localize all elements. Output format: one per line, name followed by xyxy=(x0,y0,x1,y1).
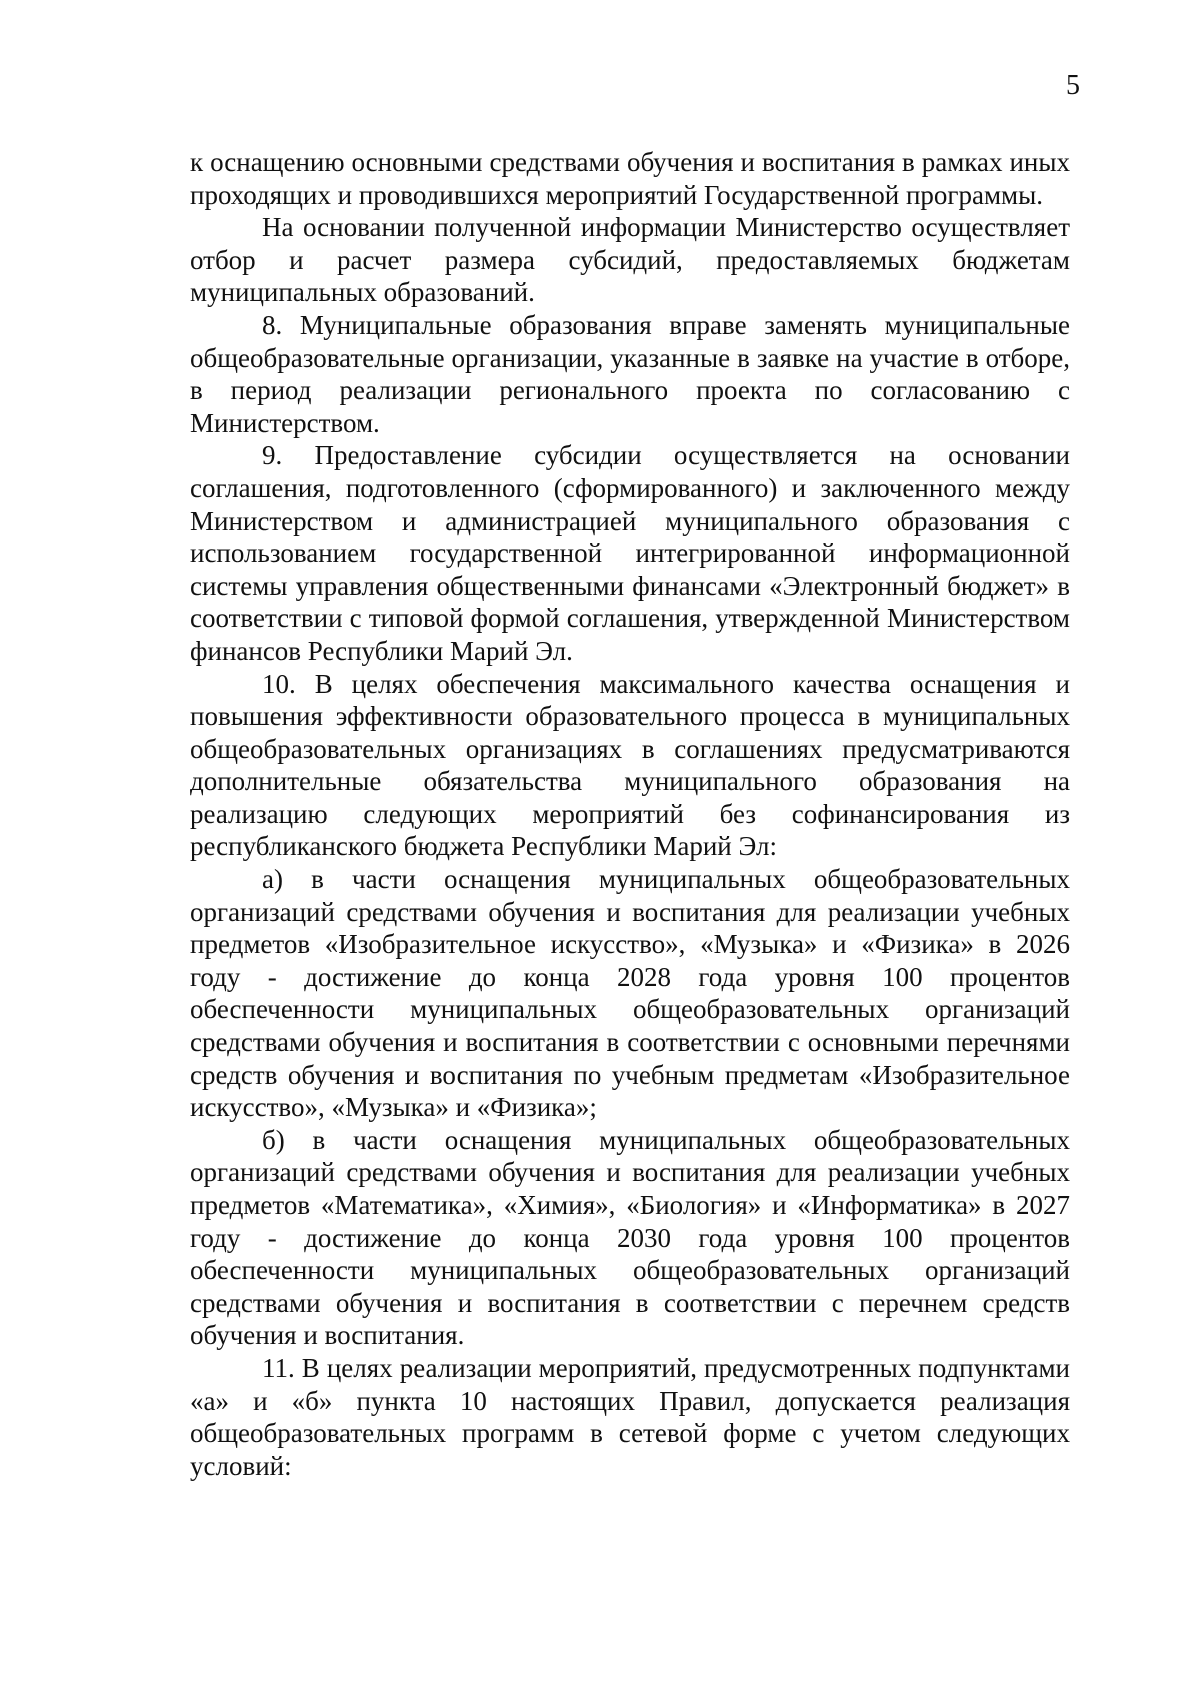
paragraph-subitem-b: б) в части оснащения муниципальных общеобразовательных организаций средствами обучения и воспитания для реализации учебных предметов «Математика», «Химия», «Биология» и «Информатика» в 2027 году - достижение до конца 2030 года уровня 100 процентов обеспеченности муниципальных общеобразовательных организаций средствами обучения и воспитания в соответствии с перечнем средств обучения и воспитания. xyxy=(190,1124,1070,1351)
paragraph-item-11: 11. В целях реализации мероприятий, предусмотренных подпунктами «а» и «б» пункта 10 настоящих Правил, допускается реализация общеобразовательных программ в сетевой форме с учетом следующих условий: xyxy=(190,1352,1070,1481)
page-number: 5 xyxy=(1066,70,1080,101)
paragraph-selection-basis: На основании полученной информации Министерство осуществляет отбор и расчет размера субсидий, предоставляемых бюджетам муниципальных образований. xyxy=(190,212,1070,308)
paragraph-subitem-a: а) в части оснащения муниципальных общеобразовательных организаций средствами обучения и воспитания для реализации учебных предметов «Изобразительное искусство», «Музыка» и «Физика» в 2026 году - достижение до конца 2028 года уровня 100 процентов обеспеченности муниципальных общеобразовательных организаций средствами обучения и воспитания в соответствии с основными перечнями средств обучения и воспитания по учебным предметам «Изобразительное искусство», «Музыка» и «Физика»; xyxy=(190,864,1070,1123)
paragraph-continuation: к оснащению основными средствами обучения и воспитания в рамках иных проходящих и проводившихся мероприятий Государственной программы. xyxy=(190,147,1070,210)
paragraph-item-8: 8. Муниципальные образования вправе заменять муниципальные общеобразовательные организации, указанные в заявке на участие в отборе, в период реализации регионального проекта по согласованию с Министерством. xyxy=(190,309,1070,438)
paragraph-item-9: 9. Предоставление субсидии осуществляется на основании соглашения, подготовленного (сформированного) и заключенного между Министерством и администрацией муниципального образования с использованием государственной интегрированной информационной системы управления общественными финансами «Электронный бюджет» в соответствии с типовой формой соглашения, утвержденной Министерством финансов Республики Марий Эл. xyxy=(190,440,1070,666)
paragraph-item-10: 10. В целях обеспечения максимального качества оснащения и повышения эффективности образовательного процесса в муниципальных общеобразовательных организациях в соглашениях предусматриваются дополнительные обязательства муниципального образования на реализацию следующих мероприятий без софинансирования из республиканского бюджета Республики Марий Эл: xyxy=(190,668,1070,862)
document-body xyxy=(190,146,1070,1482)
